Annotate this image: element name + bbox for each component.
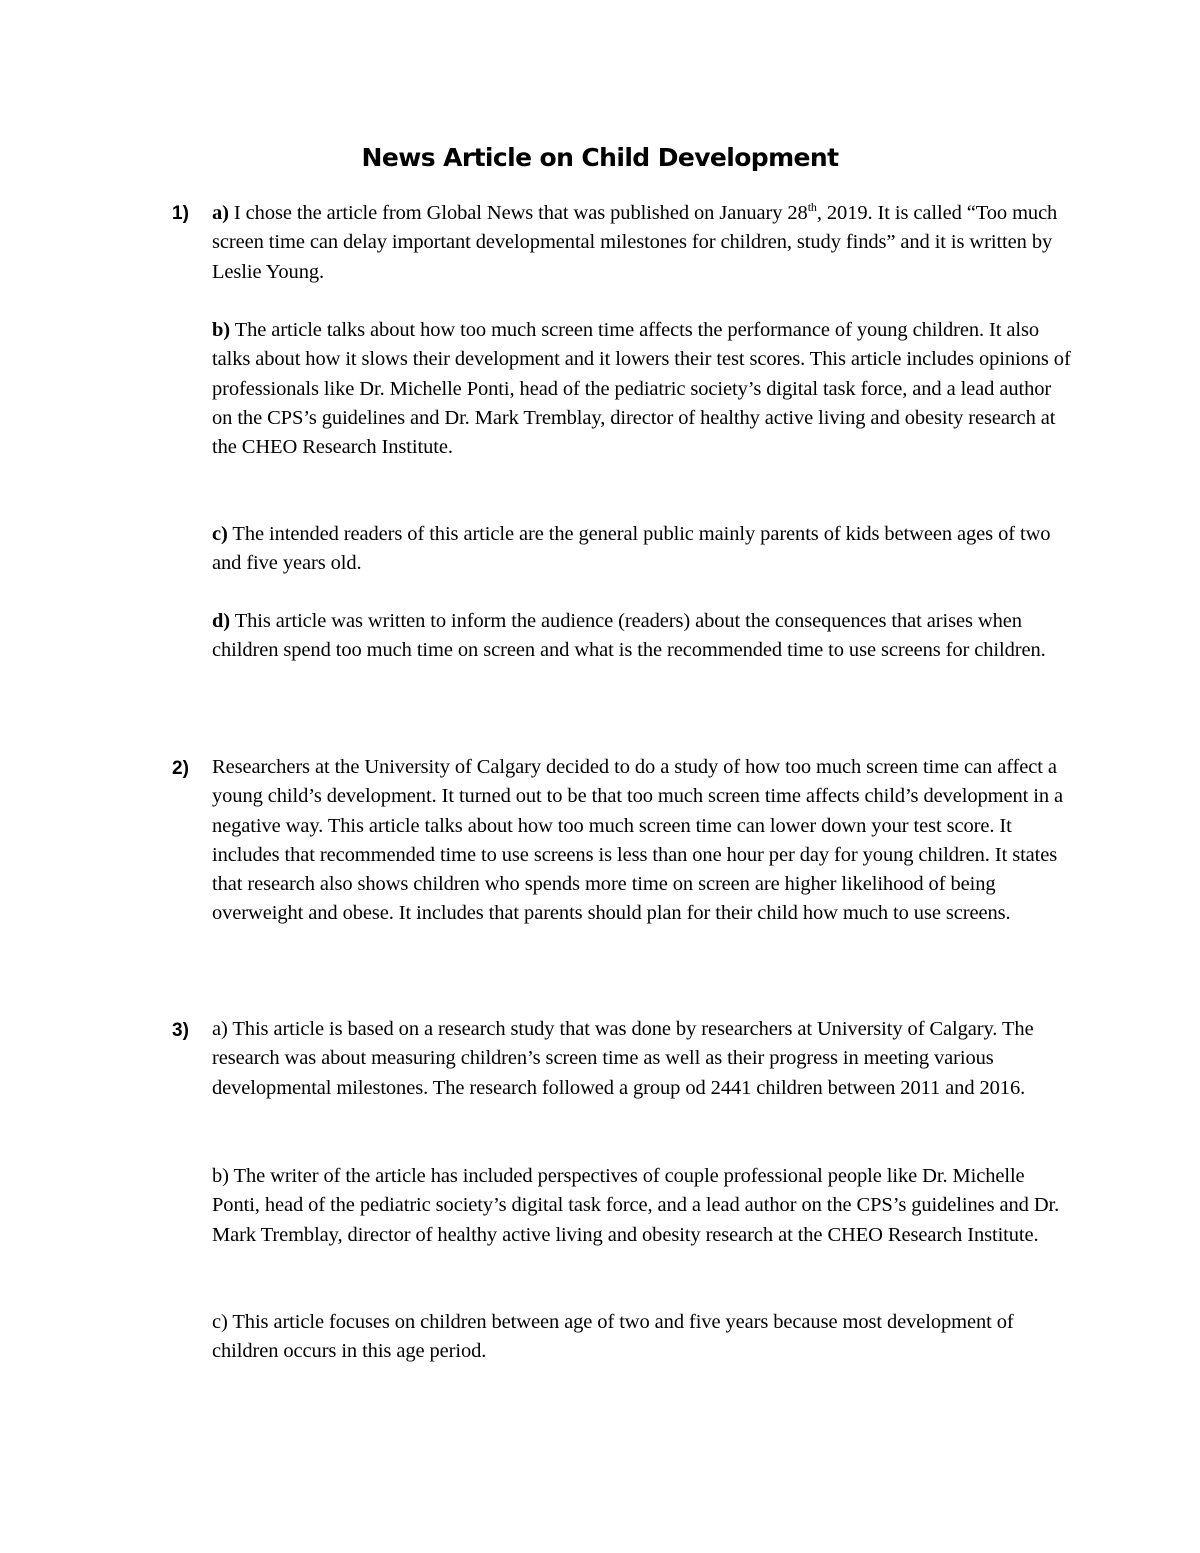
- part-text: This article was written to inform the audience (readers) about the consequences that arises when children spend too much time on screen and what is the recommended time to use screens for children.: [212, 610, 1046, 662]
- section-2-text: Researchers at the University of Calgary decided to do a study of how too much screen time can affect a young child’s development. It turned out to be that too much screen time affects child’s development in a negative way. This article talks about how too much screen time can lower down your test score. It includes that recommended time to use screens is less than one hour per day for young children. It states that research also shows children who spends more time on screen are higher likelihood of being overweight and obese. It includes that parents should plan for their child how much to use screens.: [212, 756, 1064, 925]
- part-text: The article talks about how too much screen time affects the performance of young children. It also talks about how it slows their development and it lowers their test scores. This article includes opinions of professionals like Dr. Michelle Ponti, head of the pediatric society’s digital task force, and a lead author on the CPS’s guidelines and Dr. Mark Tremblay, director of healthy active living and obesity research at the CHEO Research Institute.: [212, 319, 1071, 459]
- section-number-1: 1): [172, 203, 189, 224]
- part-label: b): [212, 319, 231, 341]
- section-3-part-a: a) This article is based on a research study that was done by researchers at University of Calgary. The research was about measuring children’s screen time as well as their progress in meeting various developmental milestones. The research followed a group od 2441 children between 2011 and 2016.: [212, 1018, 1034, 1099]
- part-text: The intended readers of this article are the general public mainly parents of kids between ages of two and five years old.: [212, 523, 1051, 575]
- part-label: d): [212, 610, 231, 632]
- document-title: News Article on Child Development: [361, 143, 839, 172]
- section-1-part-d: [212, 607, 1072, 666]
- section-1-part-a: [212, 199, 1072, 287]
- section-3-part-c: c) This article focuses on children between age of two and five years because most development of children occurs in this age period.: [212, 1311, 1014, 1363]
- section-1-part-c: [212, 520, 1072, 579]
- superscript: th: [807, 200, 817, 215]
- section-3-part-b: b) The writer of the article has included perspectives of couple professional people like Dr. Michelle Ponti, head of the pediatric society’s digital task force, and a lead author on the CPS’s guidelines and Dr. Mark Tremblay, director of healthy active living and obesity research at the CHEO Research Institute.: [212, 1165, 1060, 1246]
- section-number-3: 3): [172, 1020, 189, 1041]
- part-label: a): [212, 202, 229, 224]
- section-number-2: 2): [172, 758, 189, 779]
- part-text: I chose the article from Global News that was published on January 28: [233, 202, 808, 224]
- section-1-part-b: [212, 316, 1072, 462]
- part-text: , 2019. It is called “Too much screen time can delay important developmental milestones for children, study finds” and it is written by Leslie Young.: [212, 202, 1058, 283]
- part-label: c): [212, 523, 228, 545]
